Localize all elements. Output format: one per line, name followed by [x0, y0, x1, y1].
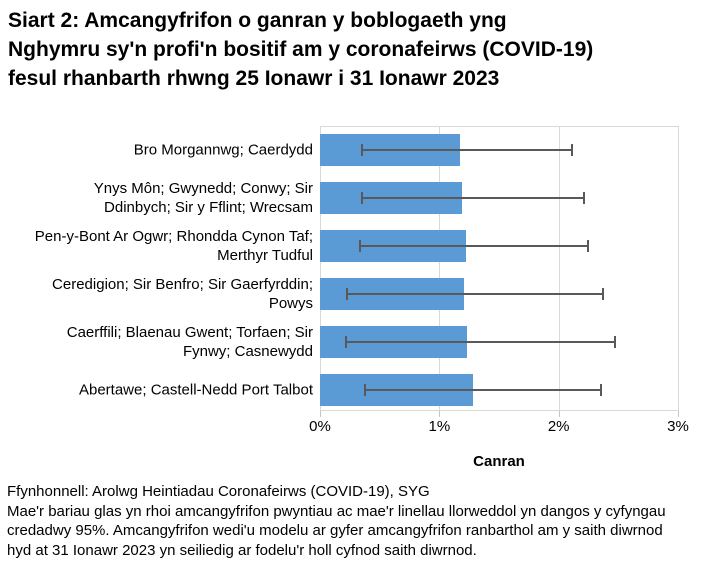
error-bar — [361, 149, 573, 151]
category-label — [0, 227, 313, 265]
axis-tick — [559, 411, 560, 417]
chart-title — [8, 6, 698, 93]
method-note-line: Mae'r bariau glas yn rhoi amcangyfrifon pwyntiau ac mae'r linellau llorweddol yn dangos y cyfyngau — [7, 502, 666, 520]
axis-tick — [678, 411, 679, 417]
error-bar-cap-lower — [346, 288, 348, 300]
category-label — [0, 141, 313, 160]
gridline — [320, 126, 321, 410]
category-label-line: Bro Morgannwg; Caerdydd — [133, 141, 313, 159]
chart-title-line: fesul rhanbarth rhwng 25 Ionawr i 31 Ionawr 2023 — [8, 67, 500, 90]
x-tick-label: 1% — [428, 418, 451, 435]
x-tick-label: 0% — [309, 418, 331, 435]
axis-tick — [320, 411, 321, 417]
category-label — [0, 323, 313, 361]
error-bar — [345, 341, 616, 343]
error-bar — [346, 293, 604, 295]
category-label-line: Fynwy; Casnewydd — [182, 343, 313, 360]
error-bar-cap-lower — [345, 336, 347, 348]
x-axis-title: Canran — [473, 453, 525, 470]
error-bar-cap-upper — [587, 240, 589, 252]
error-bar — [359, 245, 588, 247]
error-bar-cap-upper — [600, 384, 602, 396]
category-label — [0, 275, 313, 313]
chart-title-line: Siart 2: Amcangyfrifon o ganran y boblogaeth yng — [8, 9, 507, 32]
category-label-line: Ceredigion; Sir Benfro; Sir Gaerfyrddin; — [52, 276, 313, 293]
chart-title-line: Nghymru sy'n profi'n bositif am y coronafeirws (COVID-19) — [8, 38, 594, 61]
category-label-line: Ddinbych; Sir y Fflint; Wrecsam — [104, 199, 313, 216]
error-bar-cap-lower — [359, 240, 361, 252]
error-bar-cap-upper — [571, 144, 573, 156]
category-label-line: Merthyr Tudful — [217, 247, 313, 264]
category-label-line: Caerffili; Blaenau Gwent; Torfaen; Sir — [66, 324, 313, 341]
category-label-line: Powys — [268, 295, 313, 312]
gridline — [439, 126, 440, 410]
category-label — [0, 381, 313, 400]
category-label-line: Ynys Môn; Gwynedd; Conwy; Sir — [93, 180, 313, 197]
error-bar-cap-lower — [364, 384, 366, 396]
error-bar-cap-lower — [361, 144, 363, 156]
category-label — [0, 179, 313, 217]
x-axis-line — [320, 410, 679, 411]
method-note-line: hyd at 31 Ionawr 2023 yn seiliedig ar fodelu'r holl cyfnod saith diwrnod. — [7, 541, 477, 559]
axis-tick — [439, 411, 440, 417]
method-note-line: credadwy 95%. Amcangyfrifon wedi'u modelu ar gyfer amcangyfrifon ranbarthol am y saith diwrnod — [7, 522, 663, 539]
error-bar-cap-upper — [614, 336, 616, 348]
category-label-line: Pen-y-Bont Ar Ogwr; Rhondda Cynon Taf; — [34, 228, 313, 245]
source-note: Ffynhonnell: Arolwg Heintiadau Coronafeirws (COVID-19), SYG — [7, 483, 430, 500]
x-tick-label: 3% — [667, 418, 689, 435]
error-bar-cap-lower — [361, 192, 363, 204]
plot-top-border — [320, 126, 679, 127]
error-bar-cap-upper — [583, 192, 585, 204]
error-bar — [364, 389, 601, 391]
method-note — [7, 502, 699, 561]
footer — [7, 482, 699, 560]
category-label-line: Abertawe; Castell-Nedd Port Talbot — [78, 381, 313, 399]
x-tick-label: 2% — [547, 418, 570, 435]
gridline — [678, 126, 679, 410]
error-bar — [361, 197, 585, 199]
gridline — [559, 126, 560, 410]
error-bar-cap-upper — [602, 288, 604, 300]
